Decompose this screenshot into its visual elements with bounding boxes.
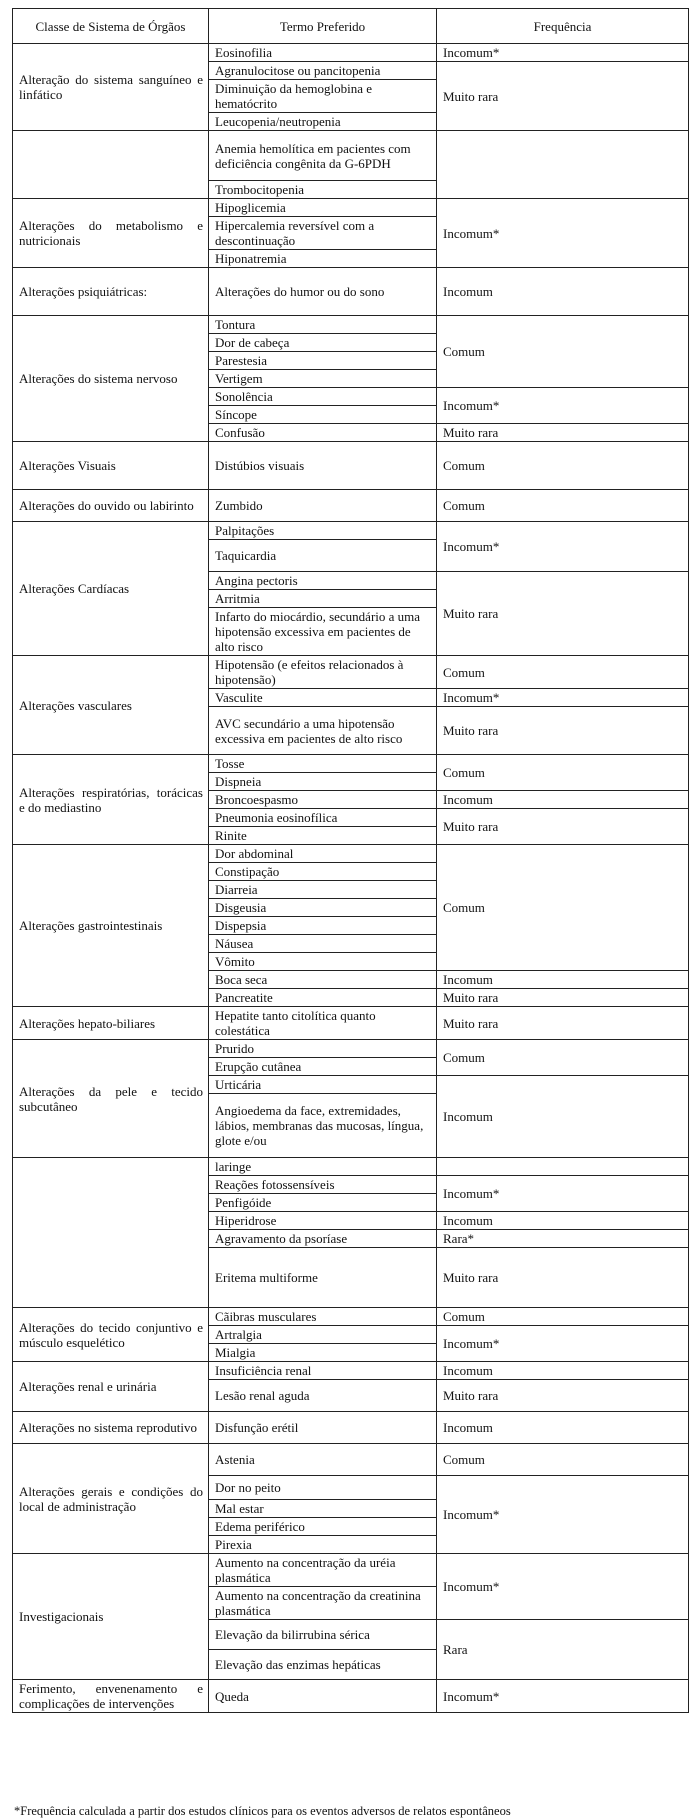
class-cell: Investigacionais [13, 1554, 209, 1680]
class-cell: Alterações Visuais [13, 442, 209, 490]
term-cell: Reações fotossensíveis [209, 1176, 437, 1194]
term-cell: Angioedema da face, extremidades, lábios, membranas das mucosas, língua, glote e/ou [209, 1094, 437, 1158]
term-cell: Hiperidrose [209, 1212, 437, 1230]
frequency-cell: Muito rara [437, 707, 689, 755]
term-cell: Vertigem [209, 370, 437, 388]
term-cell: laringe [209, 1158, 437, 1176]
term-cell: Rinite [209, 827, 437, 845]
term-cell: Hiponatremia [209, 250, 437, 268]
class-cell: Alterações do sistema nervoso [13, 316, 209, 442]
frequency-cell: Incomum* [437, 1326, 689, 1362]
term-cell: Cãibras musculares [209, 1308, 437, 1326]
frequency-cell: Incomum [437, 268, 689, 316]
term-cell: Leucopenia/neutropenia [209, 113, 437, 131]
term-cell: Arritmia [209, 590, 437, 608]
term-cell: Dispneia [209, 773, 437, 791]
frequency-cell: Muito rara [437, 572, 689, 656]
class-cell: Alterações Cardíacas [13, 522, 209, 656]
class-cell: Alterações do ouvido ou labirinto [13, 490, 209, 522]
header-frequency: Frequência [437, 9, 689, 44]
term-cell: Diminuição da hemoglobina e hematócrito [209, 80, 437, 113]
term-cell: Disgeusia [209, 899, 437, 917]
class-cell: Alterações gastrointestinais [13, 845, 209, 1007]
table-footnote: *Frequência calculada a partir dos estudos clínicos para os eventos adversos de relatos espontâneos [14, 1804, 511, 1818]
term-cell: AVC secundário a uma hipotensão excessiva em pacientes de alto risco [209, 707, 437, 755]
frequency-cell: Muito rara [437, 62, 689, 131]
header-term: Termo Preferido [209, 9, 437, 44]
term-cell: Mal estar [209, 1500, 437, 1518]
term-cell: Vômito [209, 953, 437, 971]
frequency-cell: Incomum [437, 1362, 689, 1380]
term-cell: Erupção cutânea [209, 1058, 437, 1076]
term-cell: Astenia [209, 1444, 437, 1476]
class-cell: Alterações gerais e condições do local de administração [13, 1444, 209, 1554]
frequency-cell: Comum [437, 316, 689, 388]
term-cell: Penfigóide [209, 1194, 437, 1212]
term-cell: Dor abdominal [209, 845, 437, 863]
frequency-cell: Incomum* [437, 388, 689, 424]
frequency-cell: Comum [437, 490, 689, 522]
term-cell: Trombocitopenia [209, 181, 437, 199]
term-cell: Angina pectoris [209, 572, 437, 590]
term-cell: Tosse [209, 755, 437, 773]
frequency-cell [437, 131, 689, 199]
term-cell: Hipoglicemia [209, 199, 437, 217]
term-cell: Confusão [209, 424, 437, 442]
frequency-cell: Comum [437, 1444, 689, 1476]
frequency-cell: Comum [437, 656, 689, 689]
frequency-cell: Incomum* [437, 1554, 689, 1620]
term-cell: Alterações do humor ou do sono [209, 268, 437, 316]
term-cell: Distúbios visuais [209, 442, 437, 490]
term-cell: Lesão renal aguda [209, 1380, 437, 1412]
term-cell: Disfunção erétil [209, 1412, 437, 1444]
header-class: Classe de Sistema de Órgãos [13, 9, 209, 44]
term-cell: Aumento na concentração da uréia plasmática [209, 1554, 437, 1587]
frequency-cell: Incomum* [437, 44, 689, 62]
term-cell: Eosinofilia [209, 44, 437, 62]
frequency-cell: Muito rara [437, 424, 689, 442]
class-cell: Alterações vasculares [13, 656, 209, 755]
term-cell: Taquicardia [209, 540, 437, 572]
frequency-cell: Muito rara [437, 1380, 689, 1412]
frequency-cell: Incomum [437, 1076, 689, 1158]
term-cell: Aumento na concentração da creatinina plasmática [209, 1587, 437, 1620]
term-cell: Mialgia [209, 1344, 437, 1362]
term-cell: Infarto do miocárdio, secundário a uma hipotensão excessiva em pacientes de alto risco [209, 608, 437, 656]
frequency-cell: Incomum [437, 791, 689, 809]
class-cell: Alterações respiratórias, torácicas e do mediastino [13, 755, 209, 845]
term-cell: Prurido [209, 1040, 437, 1058]
term-cell: Agravamento da psoríase [209, 1230, 437, 1248]
term-cell: Anemia hemolítica em pacientes com deficiência congênita da G-6PDH [209, 131, 437, 181]
term-cell: Parestesia [209, 352, 437, 370]
frequency-cell: Incomum [437, 1212, 689, 1230]
frequency-cell: Incomum* [437, 199, 689, 268]
term-cell: Urticária [209, 1076, 437, 1094]
term-cell: Palpitações [209, 522, 437, 540]
frequency-cell: Incomum* [437, 1680, 689, 1713]
frequency-cell: Comum [437, 845, 689, 971]
frequency-cell: Comum [437, 755, 689, 791]
term-cell: Dor de cabeça [209, 334, 437, 352]
class-cell: Alteração do sistema sanguíneo e linfático [13, 44, 209, 131]
frequency-cell: Comum [437, 1308, 689, 1326]
class-cell: Alterações do tecido conjuntivo e músculo esquelético [13, 1308, 209, 1362]
frequency-cell: Comum [437, 1040, 689, 1076]
term-cell: Queda [209, 1680, 437, 1713]
frequency-cell: Incomum* [437, 522, 689, 572]
frequency-cell [437, 1158, 689, 1176]
class-cell: Alterações psiquiátricas: [13, 268, 209, 316]
frequency-cell: Comum [437, 442, 689, 490]
adverse-events-table [12, 8, 689, 1713]
term-cell: Vasculite [209, 689, 437, 707]
frequency-cell: Muito rara [437, 1007, 689, 1040]
term-cell: Constipação [209, 863, 437, 881]
frequency-cell: Rara* [437, 1230, 689, 1248]
term-cell: Insuficiência renal [209, 1362, 437, 1380]
term-cell: Diarreia [209, 881, 437, 899]
term-cell: Pancreatite [209, 989, 437, 1007]
term-cell: Tontura [209, 316, 437, 334]
term-cell: Hipotensão (e efeitos relacionados à hipotensão) [209, 656, 437, 689]
term-cell: Edema periférico [209, 1518, 437, 1536]
term-cell: Boca seca [209, 971, 437, 989]
frequency-cell: Rara [437, 1620, 689, 1680]
class-cell: Alterações hepato-biliares [13, 1007, 209, 1040]
frequency-cell: Incomum* [437, 1476, 689, 1554]
term-cell: Broncoespasmo [209, 791, 437, 809]
frequency-cell: Incomum* [437, 689, 689, 707]
term-cell: Náusea [209, 935, 437, 953]
frequency-cell: Muito rara [437, 809, 689, 845]
frequency-cell: Incomum* [437, 1176, 689, 1212]
header-row [13, 9, 689, 44]
class-cell: Alterações no sistema reprodutivo [13, 1412, 209, 1444]
class-cell: Alterações da pele e tecido subcutâneo [13, 1040, 209, 1158]
class-cell [13, 131, 209, 199]
term-cell: Elevação da bilirrubina sérica [209, 1620, 437, 1650]
term-cell: Pirexia [209, 1536, 437, 1554]
term-cell: Eritema multiforme [209, 1248, 437, 1308]
term-cell: Dor no peito [209, 1476, 437, 1500]
term-cell: Síncope [209, 406, 437, 424]
term-cell: Agranulocitose ou pancitopenia [209, 62, 437, 80]
class-cell: Ferimento, envenenamento e complicações de intervenções [13, 1680, 209, 1713]
term-cell: Hepatite tanto citolítica quanto colestática [209, 1007, 437, 1040]
class-cell [13, 1158, 209, 1308]
term-cell: Zumbido [209, 490, 437, 522]
term-cell: Elevação das enzimas hepáticas [209, 1650, 437, 1680]
term-cell: Dispepsia [209, 917, 437, 935]
frequency-cell: Incomum [437, 1412, 689, 1444]
term-cell: Sonolência [209, 388, 437, 406]
term-cell: Pneumonia eosinofílica [209, 809, 437, 827]
class-cell: Alterações do metabolismo e nutricionais [13, 199, 209, 268]
frequency-cell: Incomum [437, 971, 689, 989]
frequency-cell: Muito rara [437, 989, 689, 1007]
term-cell: Hipercalemia reversível com a descontinuação [209, 217, 437, 250]
term-cell: Artralgia [209, 1326, 437, 1344]
class-cell: Alterações renal e urinária [13, 1362, 209, 1412]
frequency-cell: Muito rara [437, 1248, 689, 1308]
